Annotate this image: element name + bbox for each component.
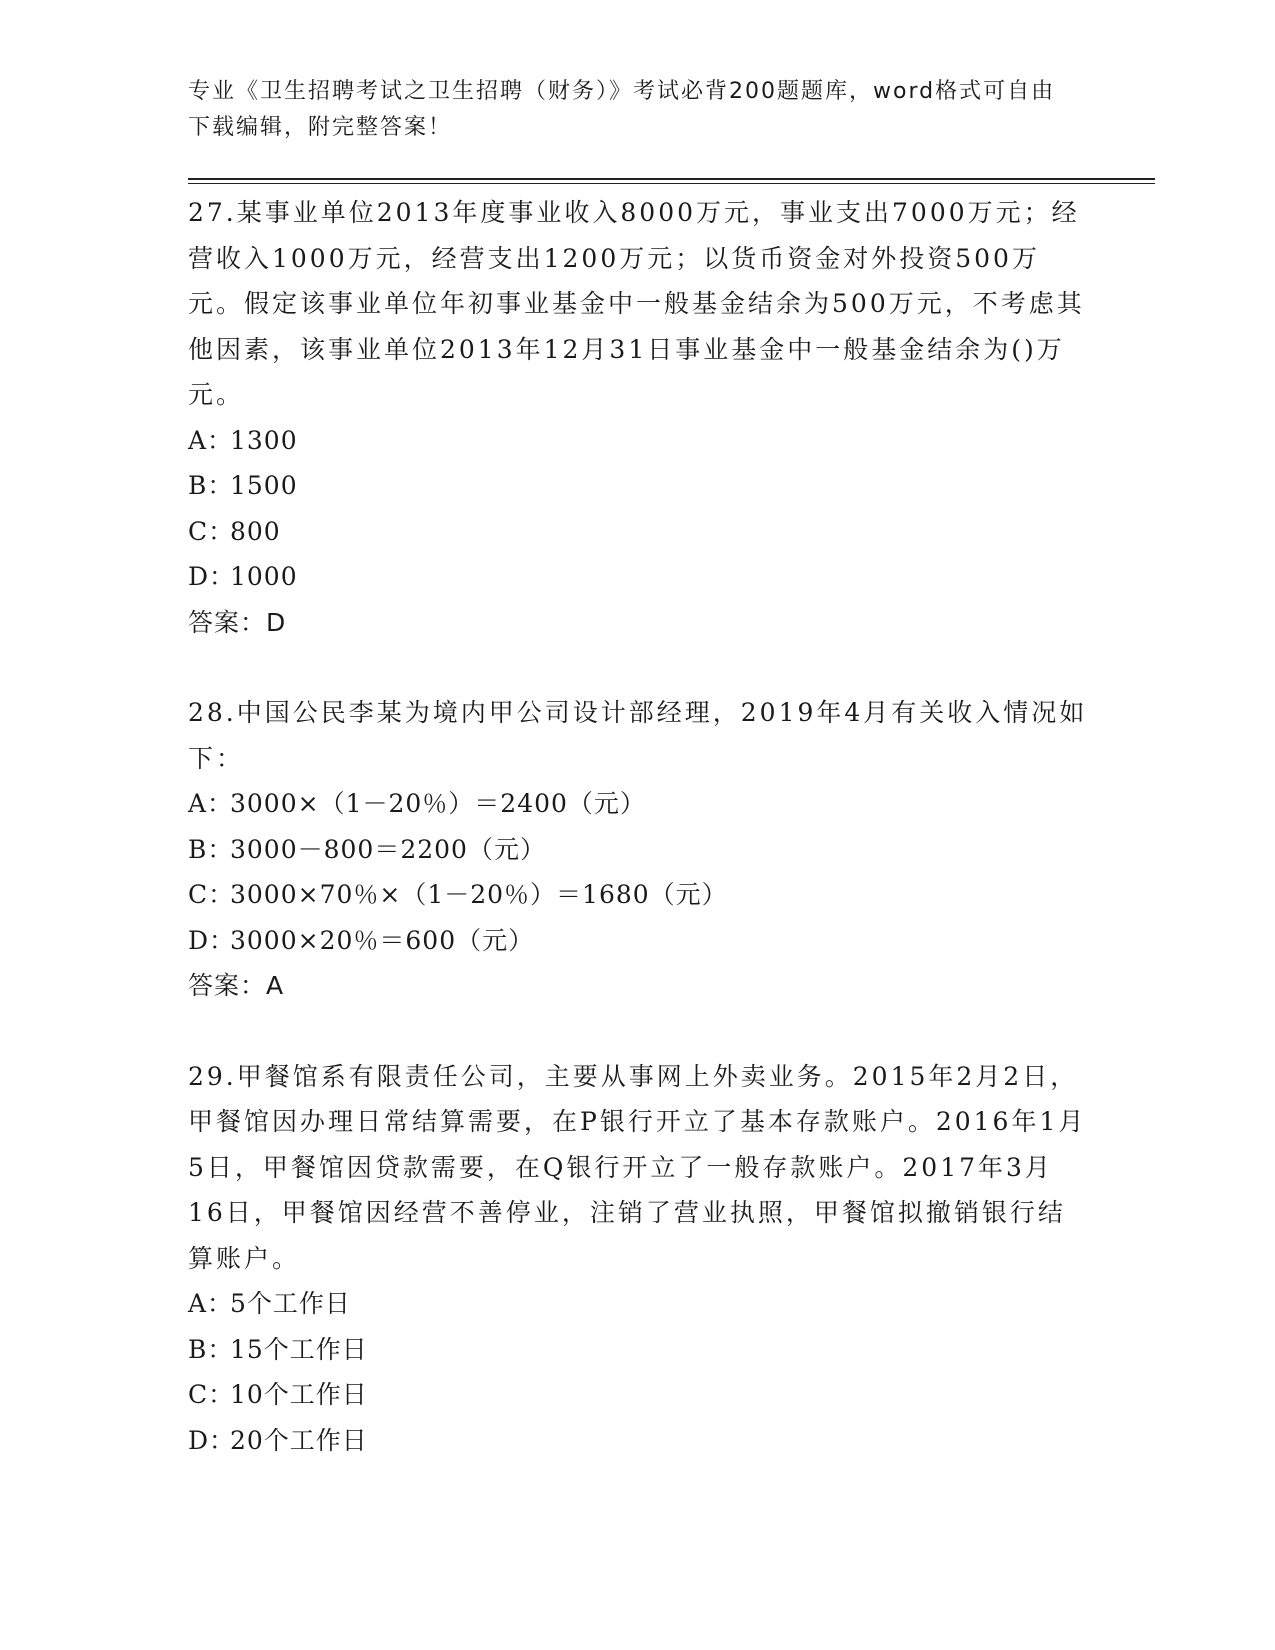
document-header: 专业《卫生招聘考试之卫生招聘（财务）》考试必背200题题库，word格式可自由下载编辑，附完整答案！ bbox=[188, 79, 1056, 140]
question-27 bbox=[188, 190, 1088, 645]
spacer bbox=[188, 645, 1088, 690]
option-key: A： bbox=[188, 1289, 234, 1318]
option-list bbox=[188, 781, 1088, 963]
option-list bbox=[188, 418, 1088, 600]
option-key: D： bbox=[188, 562, 236, 591]
option-c bbox=[188, 1372, 1088, 1418]
option-key: B： bbox=[188, 834, 234, 864]
option-b bbox=[188, 1327, 1088, 1373]
option-key: B： bbox=[188, 1334, 234, 1364]
option-b bbox=[188, 463, 1088, 509]
option-key: A： bbox=[188, 425, 234, 455]
option-c bbox=[188, 872, 1088, 918]
option-a bbox=[188, 1281, 1088, 1327]
option-value: 1000 bbox=[230, 562, 298, 591]
option-value: 3000×70％×（1－20％）＝1680（元） bbox=[230, 880, 728, 909]
question-text: 29.甲餐馆系有限责任公司，主要从事网上外卖业务。2015年2月2日，甲餐馆因办理日常结算需要，在P银行开立了基本存款账户。2016年1月5日，甲餐馆因贷款需要，在Q银行开立了一般存款账户。2017年3月16日，甲餐馆因经营不善停业，注销了营业执照，甲餐馆拟撤销银行结算账户。 bbox=[188, 1061, 1087, 1273]
option-d bbox=[188, 554, 1088, 600]
option-a bbox=[188, 781, 1088, 827]
option-value: 20个工作日 bbox=[230, 1425, 368, 1455]
option-b bbox=[188, 827, 1088, 873]
option-value: 15个工作日 bbox=[230, 1334, 368, 1364]
option-value: 3000×20％＝600（元） bbox=[230, 925, 535, 955]
option-value: 10个工作日 bbox=[230, 1380, 368, 1409]
question-29 bbox=[188, 1054, 1088, 1464]
option-key: B： bbox=[188, 471, 234, 500]
option-key: A： bbox=[188, 789, 234, 818]
option-c bbox=[188, 509, 1088, 555]
answer-text: 答案：A bbox=[188, 971, 285, 1000]
header-divider bbox=[188, 178, 1155, 184]
answer-text: 答案：D bbox=[188, 607, 287, 637]
question-28 bbox=[188, 690, 1088, 1009]
spacer bbox=[188, 1009, 1088, 1054]
question-list bbox=[188, 190, 1088, 1463]
option-value: 800 bbox=[230, 516, 281, 546]
option-d bbox=[188, 918, 1088, 964]
question-text: 28.中国公民李某为境内甲公司设计部经理，2019年4月有关收入情况如下： bbox=[188, 698, 1088, 773]
option-key: C： bbox=[188, 1380, 235, 1409]
option-d bbox=[188, 1418, 1088, 1464]
option-key: C： bbox=[188, 880, 235, 909]
option-value: 3000×（1－20％）＝2400（元） bbox=[230, 789, 646, 818]
option-value: 5个工作日 bbox=[230, 1289, 351, 1318]
option-value: 1300 bbox=[230, 425, 298, 455]
option-a bbox=[188, 418, 1088, 464]
option-value: 1500 bbox=[230, 471, 298, 500]
option-key: D： bbox=[188, 1425, 236, 1455]
option-key: D： bbox=[188, 925, 236, 955]
option-list bbox=[188, 1281, 1088, 1463]
question-text: 27.某事业单位2013年度事业收入8000万元，事业支出7000万元；经营收入1000万元，经营支出1200万元；以货币资金对外投资500万元。假定该事业单位年初事业基金中一般基金结余为500万元，不考虑其他因素，该事业单位2013年12月31日事业基金中一般基金结余为()万元。 bbox=[188, 198, 1085, 409]
option-value: 3000－800＝2200（元） bbox=[230, 834, 546, 864]
option-key: C： bbox=[188, 516, 235, 546]
